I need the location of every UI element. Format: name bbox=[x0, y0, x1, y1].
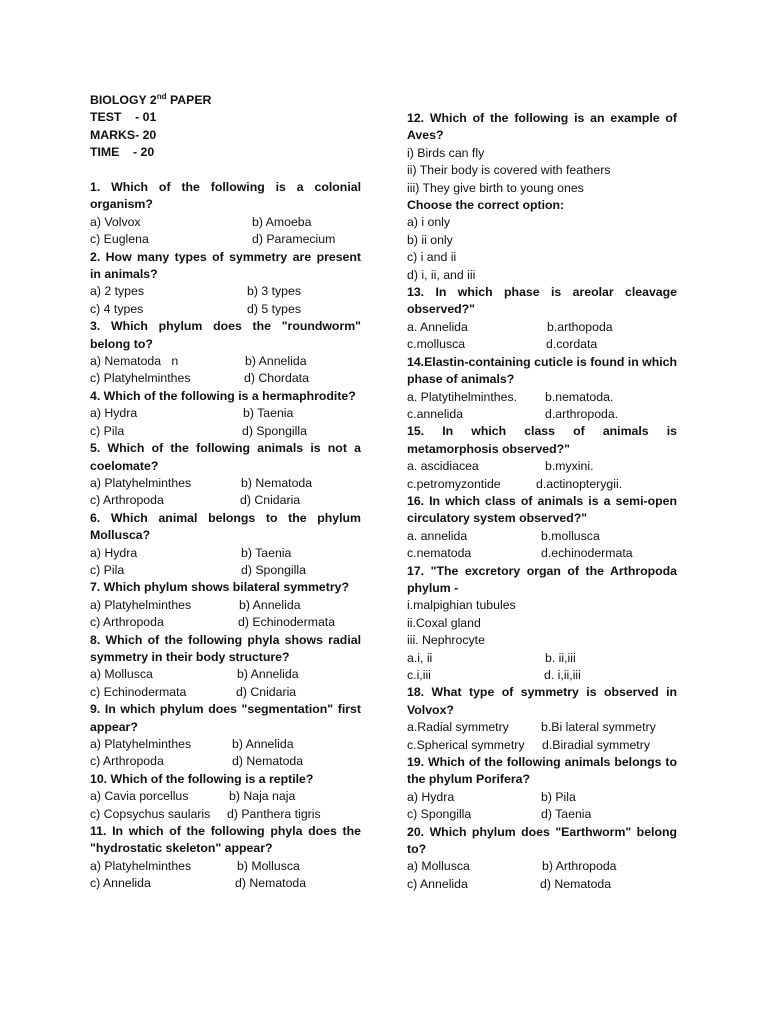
options-row bbox=[407, 406, 677, 423]
option-a: a) Hydra bbox=[90, 545, 138, 560]
options-row bbox=[90, 666, 361, 683]
question-6 bbox=[90, 510, 361, 580]
options-row bbox=[407, 719, 677, 736]
option-d: d. i,ii,iii bbox=[544, 668, 581, 682]
question-17 bbox=[407, 563, 677, 685]
options-row bbox=[407, 650, 677, 667]
option-c: c.Spherical symmetry bbox=[407, 737, 525, 752]
paper-title: BIOLOGY 2nd PAPER bbox=[90, 91, 212, 107]
question-text: 4. Which of the following is a hermaphrodite? bbox=[90, 388, 356, 403]
options-row bbox=[90, 562, 361, 579]
option-c: c.annelida bbox=[407, 406, 464, 421]
marks: MARKS- 20 bbox=[90, 127, 157, 142]
options-row bbox=[407, 858, 677, 875]
option-c: c.nematoda bbox=[407, 546, 472, 561]
statement-3: iii. Nephrocyte bbox=[407, 633, 485, 648]
option-c: c) Annelida bbox=[90, 876, 151, 891]
question-text: 14.Elastin-containing cuticle is found in which phase of animals? bbox=[407, 354, 677, 387]
options-row bbox=[407, 528, 677, 545]
option-c: c) Arthropoda bbox=[90, 615, 164, 630]
option-a: a. annelida bbox=[407, 528, 468, 543]
options-row bbox=[90, 858, 361, 875]
option-b: b) Taenia bbox=[241, 545, 292, 560]
question-text: 3. Which phylum does the "roundworm" belong to? bbox=[90, 319, 361, 351]
options-row bbox=[407, 789, 677, 806]
question-10 bbox=[90, 771, 361, 823]
option-b: b.nematoda. bbox=[545, 389, 614, 404]
option-d: d) Cnidaria bbox=[240, 493, 301, 508]
options-row bbox=[407, 319, 677, 336]
question-text: 19. Which of the following animals belongs to the phylum Porifera? bbox=[407, 755, 677, 787]
option-d: d.Biradial symmetry bbox=[542, 737, 650, 752]
spacer bbox=[90, 162, 361, 179]
options-row bbox=[90, 423, 361, 440]
options-row bbox=[90, 405, 361, 422]
options-row bbox=[90, 475, 361, 492]
option-a: a) Cavia porcellus bbox=[90, 789, 189, 804]
question-4 bbox=[90, 388, 361, 440]
option-b: b.mollusca bbox=[541, 528, 600, 543]
option-a: a) Platyhelminthes bbox=[90, 858, 192, 873]
options-row bbox=[407, 667, 677, 684]
option-c: c) Arthropoda bbox=[90, 754, 164, 769]
question-18 bbox=[407, 684, 677, 754]
options-row bbox=[90, 806, 361, 823]
option-b: b) Mollusca bbox=[237, 858, 300, 873]
options-row bbox=[90, 788, 361, 805]
options-row bbox=[90, 614, 361, 631]
question-15 bbox=[407, 423, 677, 493]
question-text: 6. Which animal belongs to the phylum Mollusca? bbox=[90, 510, 361, 543]
question-text: 1. Which of the following is a colonial organism? bbox=[90, 180, 361, 212]
option-a: a. Annelida bbox=[407, 319, 468, 334]
option-a: a) Platyhelminthes bbox=[90, 475, 192, 490]
question-20 bbox=[407, 824, 677, 894]
option-b: b) 3 types bbox=[247, 284, 301, 299]
option-d: d) Taenia bbox=[541, 807, 592, 822]
option-d: d) Nematoda bbox=[235, 876, 307, 891]
statement-1: i) Birds can fly bbox=[407, 145, 485, 160]
question-text: 15. In which class of animals is metamorphosis observed?" bbox=[407, 424, 677, 456]
question-text: 8. Which of the following phyla shows radial symmetry in their body structure? bbox=[90, 632, 361, 664]
option-b: b) Pila bbox=[541, 789, 576, 804]
question-14 bbox=[407, 354, 677, 424]
option-c: c) Arthropoda bbox=[90, 493, 164, 508]
options-row bbox=[90, 301, 361, 318]
right-column bbox=[407, 110, 677, 893]
option-a: a. ascidiacea bbox=[407, 459, 479, 474]
question-text: 9. In which phylum does "segmentation" first appear? bbox=[90, 702, 361, 734]
question-13 bbox=[407, 284, 677, 354]
option-a: a) Mollusca bbox=[407, 859, 470, 874]
option-a: a) Volvox bbox=[90, 214, 141, 229]
option-a: a) Platyhelminthes bbox=[90, 737, 192, 752]
option-a: a.Radial symmetry bbox=[407, 720, 509, 735]
option-d: d) Nematoda bbox=[540, 876, 612, 891]
option-a: a. Platytihelminthes. bbox=[407, 389, 518, 404]
option-b: b) ii only bbox=[407, 232, 453, 247]
options-row bbox=[407, 737, 677, 754]
options-row bbox=[90, 283, 361, 300]
question-12 bbox=[407, 110, 677, 284]
question-1 bbox=[90, 179, 361, 249]
question-text: 20. Which phylum does "Earthworm" belong to? bbox=[407, 824, 677, 857]
left-column bbox=[90, 92, 361, 893]
option-c: c) Pila bbox=[90, 562, 125, 577]
question-9 bbox=[90, 701, 361, 771]
question-2 bbox=[90, 249, 361, 319]
option-a: a) Mollusca bbox=[90, 667, 153, 682]
question-text: 7. Which phylum shows bilateral symmetry? bbox=[90, 580, 349, 595]
option-c: c) 4 types bbox=[90, 301, 144, 316]
option-c: c) Annelida bbox=[407, 876, 468, 891]
options-row bbox=[407, 389, 677, 406]
question-text: 10. Which of the following is a reptile? bbox=[90, 771, 314, 786]
option-a: a.i, ii bbox=[407, 650, 433, 665]
option-b: b) Taenia bbox=[243, 406, 294, 421]
statement-2: ii.Coxal gland bbox=[407, 615, 481, 630]
option-b: b) Annelida bbox=[232, 737, 294, 752]
option-b: b) Amoeba bbox=[252, 214, 312, 229]
options-row bbox=[407, 476, 677, 493]
option-a: a) Hydra bbox=[407, 789, 455, 804]
options-row bbox=[90, 875, 361, 892]
question-16 bbox=[407, 493, 677, 563]
question-text: 2. How many types of symmetry are present in animals? bbox=[90, 249, 361, 282]
options-row bbox=[90, 214, 361, 231]
option-a: a) i only bbox=[407, 215, 451, 230]
options-row bbox=[90, 597, 361, 614]
option-d: d) Chordata bbox=[244, 371, 309, 386]
question-7 bbox=[90, 579, 361, 631]
option-b: b) Arthropoda bbox=[542, 859, 617, 874]
option-c: c.mollusca bbox=[407, 337, 466, 352]
question-19 bbox=[407, 754, 677, 824]
option-d: d.actinopterygii. bbox=[536, 476, 623, 491]
option-a: a) Nematoda n bbox=[90, 354, 179, 369]
question-text: 16. In which class of animals is a semi-open circulatory system observed?" bbox=[407, 493, 677, 526]
question-8 bbox=[90, 632, 361, 702]
question-text: 17. "The excretory organ of the Arthropoda phylum - bbox=[407, 563, 677, 595]
option-d: d) i, ii, and iii bbox=[407, 267, 476, 282]
question-11 bbox=[90, 823, 361, 893]
question-text: 18. What type of symmetry is observed in Volvox? bbox=[407, 685, 677, 717]
option-c: c.petromyzontide bbox=[407, 476, 501, 491]
question-text: 13. In which phase is areolar cleavage observed?" bbox=[407, 285, 677, 317]
options-row bbox=[407, 458, 677, 475]
option-d: d.cordata bbox=[546, 337, 598, 352]
option-d: d) Spongilla bbox=[242, 423, 307, 438]
option-d: d.echinodermata bbox=[541, 546, 633, 561]
option-c: c) Echinodermata bbox=[90, 684, 187, 699]
option-c: c) Euglena bbox=[90, 232, 149, 247]
options-row bbox=[407, 876, 677, 893]
question-text: 5. Which of the following animals is not a coelomate? bbox=[90, 441, 361, 473]
question-text: 11. In which of the following phyla does the "hydrostatic skeleton" appear? bbox=[90, 824, 361, 856]
option-c: c) Pila bbox=[90, 423, 125, 438]
option-b: b) Annelida bbox=[245, 354, 307, 369]
options-row bbox=[90, 231, 361, 248]
options-row bbox=[90, 736, 361, 753]
statement-1: i.malpighian tubules bbox=[407, 598, 516, 613]
option-a: a) Hydra bbox=[90, 406, 138, 421]
options-row bbox=[90, 753, 361, 770]
option-d: d) Paramecium bbox=[252, 232, 336, 247]
option-d: d) Cnidaria bbox=[236, 684, 297, 699]
instruction: Choose the correct option: bbox=[407, 198, 565, 213]
option-a: a) 2 types bbox=[90, 284, 144, 299]
option-d: d.arthropoda. bbox=[545, 406, 619, 421]
question-5 bbox=[90, 440, 361, 510]
option-b: b) Naja naja bbox=[229, 789, 296, 804]
option-c: c.i,iii bbox=[407, 668, 431, 682]
option-b: b.myxini. bbox=[545, 459, 594, 474]
option-d: d) Spongilla bbox=[241, 562, 306, 577]
options-row bbox=[90, 370, 361, 387]
option-b: b) Nematoda bbox=[241, 475, 313, 490]
option-c: c) Platyhelminthes bbox=[90, 371, 191, 386]
statement-3: iii) They give birth to young ones bbox=[407, 180, 584, 195]
option-c: c) Spongilla bbox=[407, 807, 472, 822]
option-c: c) i and ii bbox=[407, 250, 457, 265]
option-a: a) Platyhelminthes bbox=[90, 597, 192, 612]
options-row bbox=[90, 545, 361, 562]
time: TIME - 20 bbox=[90, 145, 155, 160]
options-row bbox=[90, 684, 361, 701]
option-d: d) Nematoda bbox=[232, 754, 304, 769]
option-d: d) Panthera tigris bbox=[227, 806, 321, 821]
option-b: b) Annelida bbox=[237, 667, 299, 682]
question-3 bbox=[90, 318, 361, 388]
options-row bbox=[407, 806, 677, 823]
option-d: d) Echinodermata bbox=[238, 615, 336, 630]
options-row bbox=[407, 336, 677, 353]
options-row bbox=[90, 492, 361, 509]
statement-2: ii) Their body is covered with feathers bbox=[407, 163, 611, 178]
options-row bbox=[407, 545, 677, 562]
question-text: 12. Which of the following is an example of Aves? bbox=[407, 111, 677, 143]
option-c: c) Copsychus saularis bbox=[90, 806, 211, 821]
options-row bbox=[90, 353, 361, 370]
test-number: TEST - 01 bbox=[90, 110, 157, 125]
option-b: b. ii,iii bbox=[545, 650, 576, 665]
option-b: b.Bi lateral symmetry bbox=[541, 720, 656, 735]
option-d: d) 5 types bbox=[247, 301, 301, 316]
option-b: b.arthopoda bbox=[547, 319, 613, 334]
option-b: b) Annelida bbox=[239, 597, 301, 612]
